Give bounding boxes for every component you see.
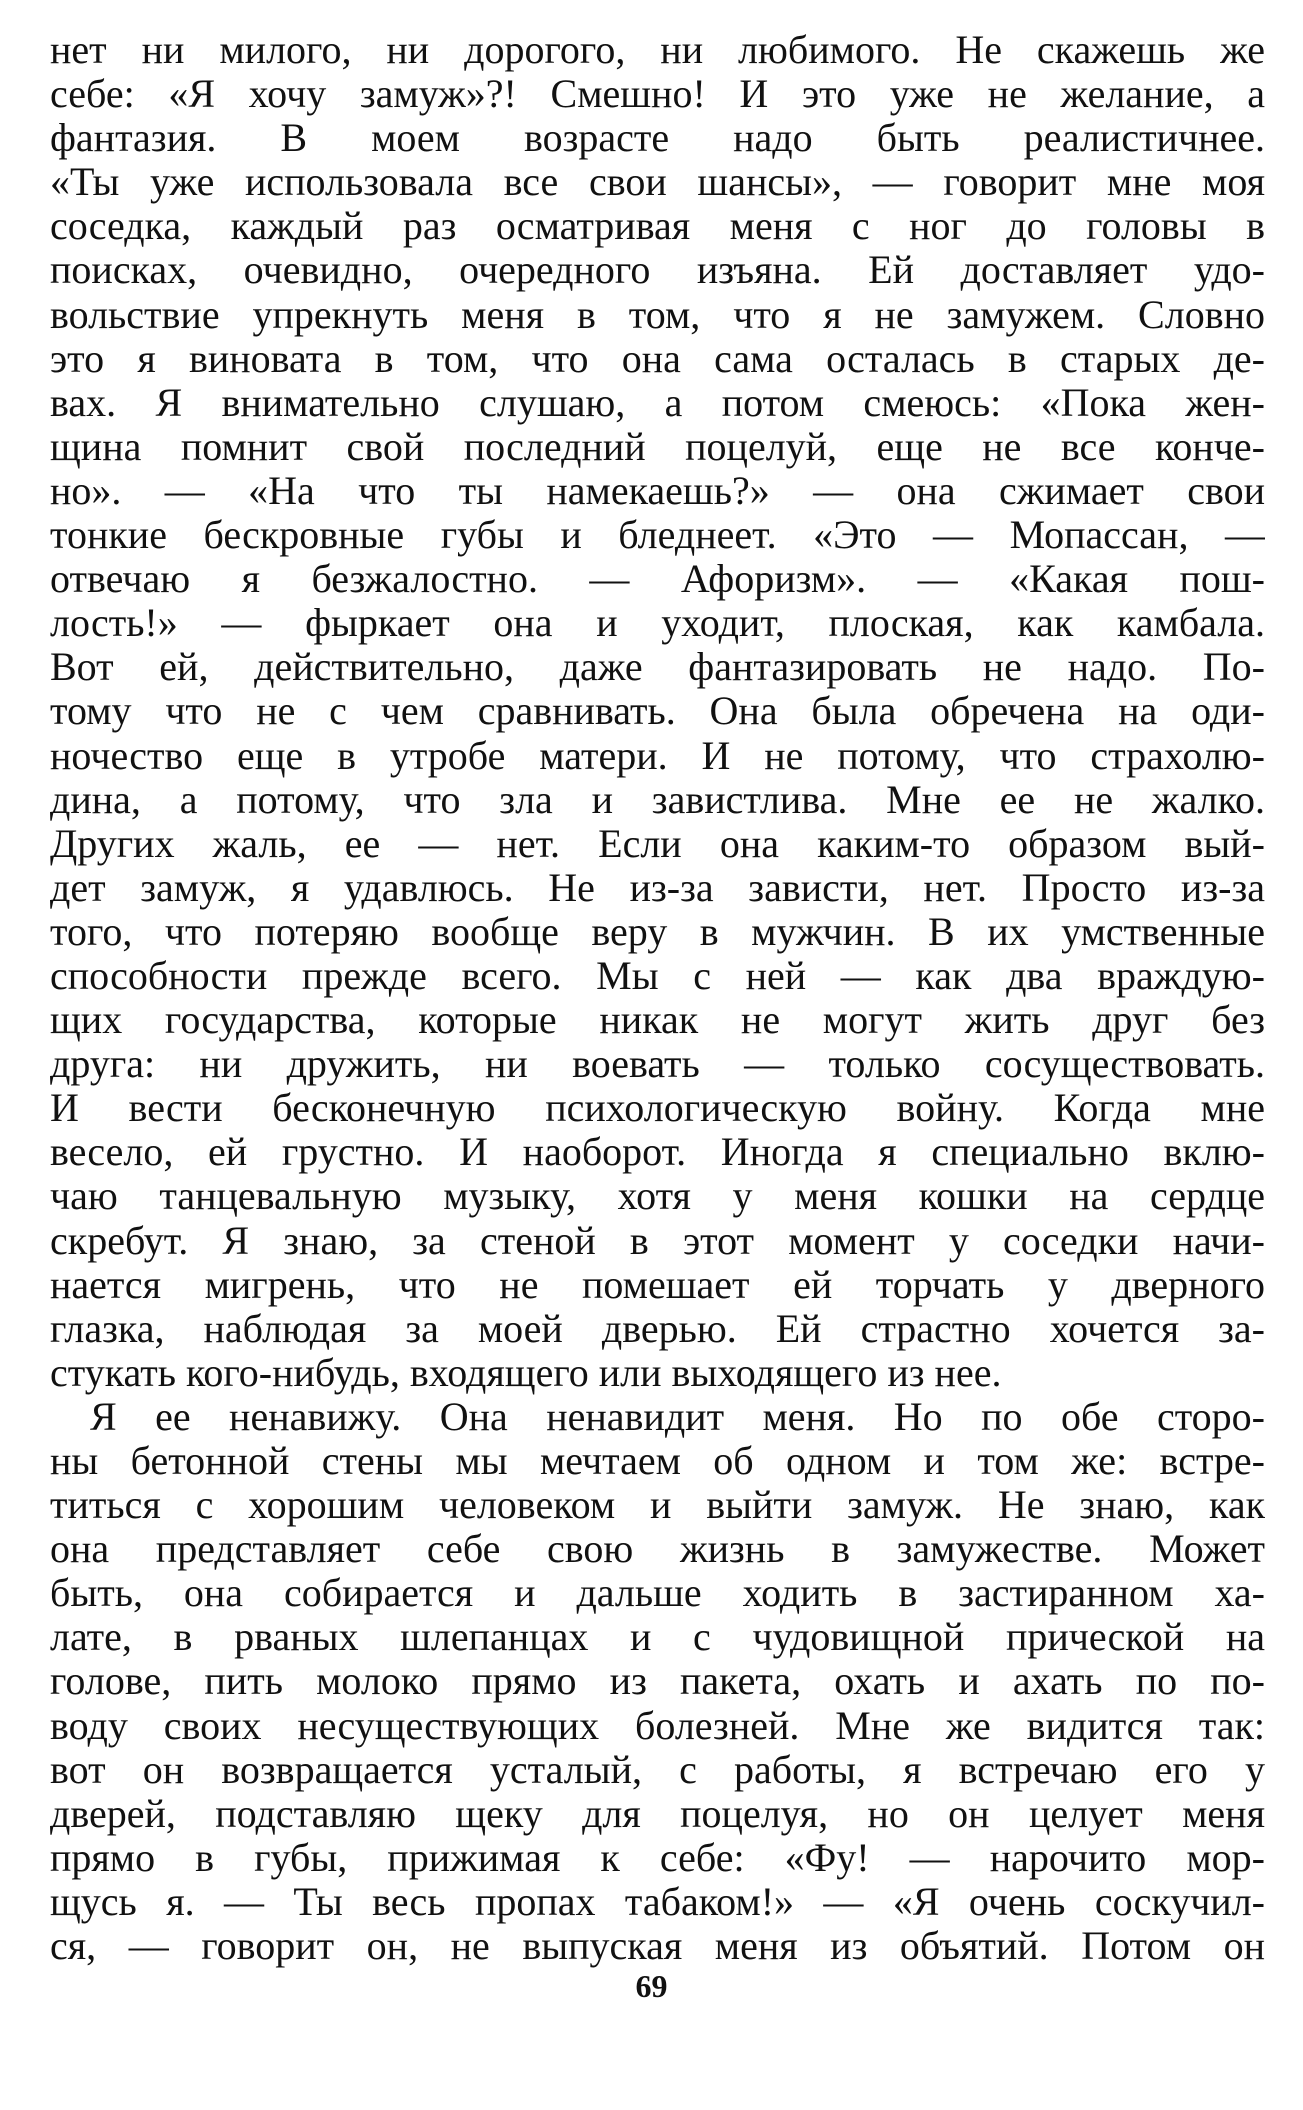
text-line: Других жаль, ее — нет. Если она каким-то образом вый-: [50, 821, 1265, 866]
text-line: нается мигрень, что не помешает ей торчать у дверного: [50, 1262, 1265, 1307]
text-line: чаю танцевальную музыку, хотя у меня кошки на сердце: [50, 1174, 1265, 1219]
text-line: способности прежде всего. Мы с ней — как два враждую-: [50, 953, 1265, 998]
text-line: воду своих несуществующих болезней. Мне же видится так:: [50, 1703, 1265, 1748]
text-line: тому что не с чем сравнивать. Она была обречена на оди-: [50, 689, 1265, 734]
text-line: ночество еще в утробе матери. И не потому, что страхолю-: [50, 733, 1265, 778]
text-line: ны бетонной стены мы мечтаем об одном и том же: встре-: [50, 1439, 1265, 1483]
text-line: вольствие упрекнуть меня в том, что я не замужем. Словно: [50, 292, 1265, 337]
text-line: щусь я. — Ты весь пропах табаком!» — «Я очень соскучил-: [50, 1879, 1265, 1924]
text-line: того, что потеряю вообще веру в мужчин. В их умственные: [50, 909, 1265, 954]
text-line: титься с хорошим человеком и выйти замуж. Не знаю, как: [50, 1483, 1265, 1528]
text-line: дверей, подставляю щеку для поцелуя, но он целует меня: [50, 1791, 1265, 1836]
text-line: голове, пить молоко прямо из пакета, охать и ахать по по-: [50, 1659, 1265, 1704]
text-line: глазка, наблюдая за моей дверью. Ей страстно хочется за-: [50, 1306, 1265, 1351]
text-line: нет ни милого, ни дорогого, ни любимого. Не скажешь же: [50, 28, 1265, 72]
text-line: прямо в губы, прижимая к себе: «Фу! — нарочито мор-: [50, 1835, 1265, 1880]
text-line: себе: «Я хочу замуж»?! Смешно! И это уже не желание, а: [50, 72, 1265, 117]
text-line: лате, в рваных шлепанцах и с чудовищной прической на: [50, 1615, 1265, 1660]
text-line: И вести бесконечную психологическую войну. Когда мне: [50, 1086, 1265, 1131]
text-line: фантазия. В моем возрасте надо быть реалистичнее.: [50, 116, 1265, 161]
text-line: но». — «На что ты намекаешь?» — она сжимает свои: [50, 468, 1265, 513]
text-line: стукать кого-нибудь, входящего или выходящего из нее.: [50, 1350, 1002, 1395]
text-line: друга: ни дружить, ни воевать — только сосуществовать.: [50, 1042, 1265, 1087]
text-line: это я виновата в том, что она сама осталась в старых де-: [50, 336, 1265, 381]
text-line: Вот ей, действительно, даже фантазировать не надо. По-: [50, 645, 1265, 690]
text-line: она представляет себе свою жизнь в замужестве. Может: [50, 1527, 1265, 1572]
page-number: 69: [635, 1968, 668, 2004]
text-line: вот он возвращается усталый, с работы, я встречаю его у: [50, 1747, 1265, 1792]
text-line: щих государства, которые никак не могут жить друг без: [50, 998, 1265, 1043]
text-line: лость!» — фыркает она и уходит, плоская, как камбала.: [50, 601, 1265, 646]
text-line: дет замуж, я удавлюсь. Не из-за зависти, нет. Просто из-за: [50, 865, 1265, 910]
text-line: быть, она собирается и дальше ходить в застиранном ха-: [50, 1571, 1265, 1616]
text-line: соседка, каждый раз осматривая меня с ног до головы в: [50, 204, 1265, 249]
text-line: скребут. Я знаю, за стеной в этот момент у соседки начи-: [50, 1218, 1265, 1263]
text-line: «Ты уже использовала все свои шансы», — говорит мне моя: [50, 160, 1265, 205]
text-line: вах. Я внимательно слушаю, а потом смеюсь: «Пока жен-: [50, 380, 1265, 425]
text-line: дина, а потому, что зла и завистлива. Мне ее не жалко.: [50, 777, 1265, 822]
body-text: [50, 28, 1265, 1968]
text-line: поисках, очевидно, очередного изъяна. Ей доставляет удо-: [50, 248, 1265, 293]
text-line: щина помнит свой последний поцелуй, еще не все конче-: [50, 424, 1265, 469]
text-line: тонкие бескровные губы и бледнеет. «Это — Мопассан, —: [50, 513, 1265, 558]
text-line: весело, ей грустно. И наоборот. Иногда я специально вклю-: [50, 1130, 1265, 1175]
text-line: ся, — говорит он, не выпуская меня из объятий. Потом он: [50, 1924, 1265, 1969]
text-line: Я ее ненавижу. Она ненавидит меня. Но по обе сторо-: [90, 1394, 1265, 1439]
text-line: отвечаю я безжалостно. — Афоризм». — «Какая пош-: [50, 557, 1265, 602]
